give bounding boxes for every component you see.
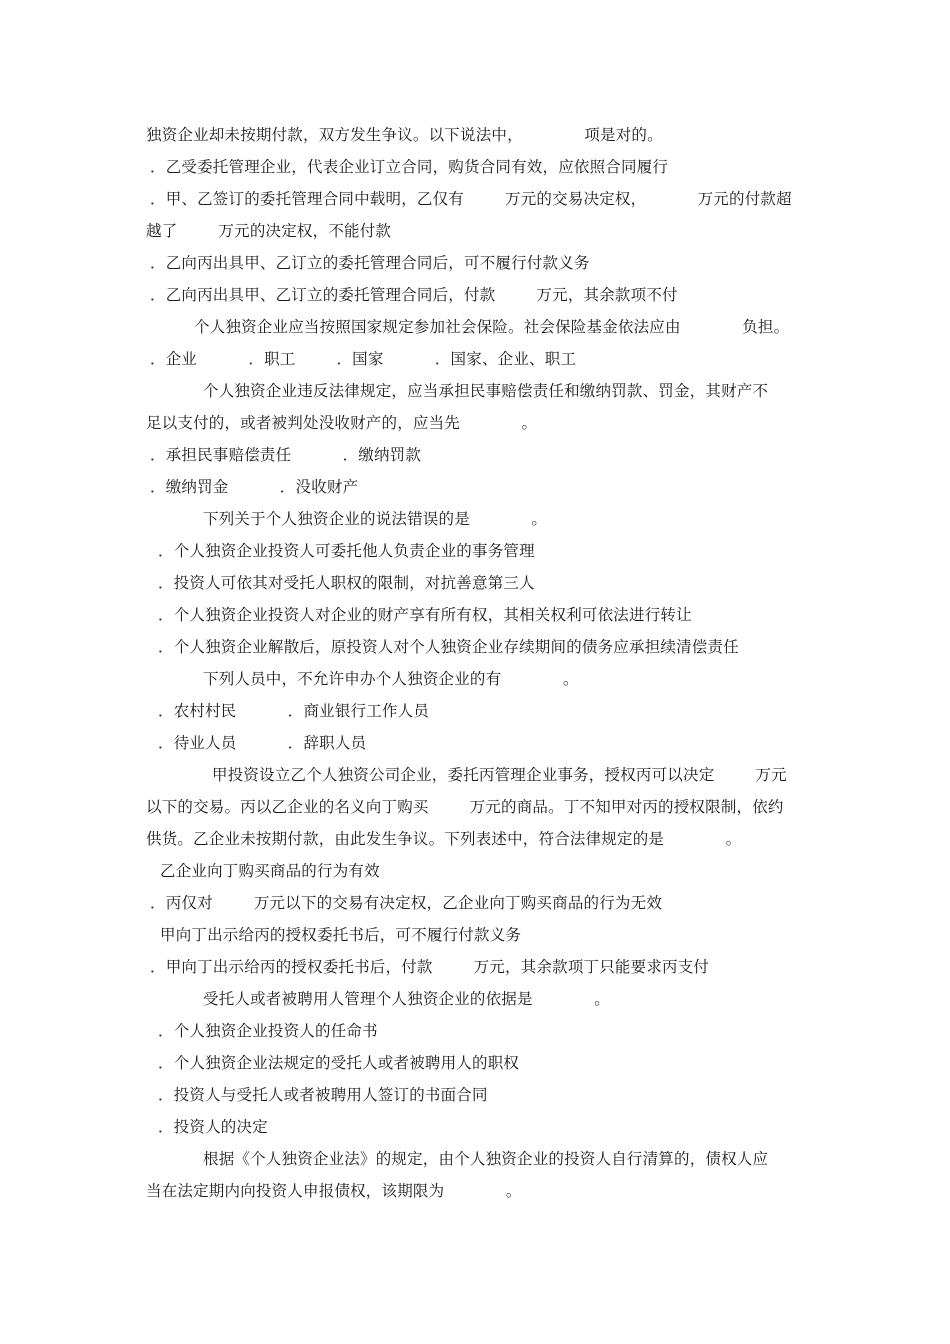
answer-option: ．乙向丙出具甲、乙订立的委托管理合同后，付款 万元，其余款项不付	[150, 286, 678, 304]
answer-option: ．待业人员 ．辞职人员	[158, 734, 367, 752]
answer-option: ．乙向丙出具甲、乙订立的委托管理合同后，可不履行付款义务	[150, 254, 590, 272]
answer-option: ．投资人的决定	[158, 1118, 268, 1136]
text-line: 以下的交易。丙以乙企业的名义向丁购买 万元的商品。丁不知甲对丙的授权限制，依约	[146, 798, 784, 816]
answer-option: ．甲、乙签订的委托管理合同中载明，乙仅有 万元的交易决定权， 万元的付款超	[150, 190, 792, 208]
question-stem: 根据《个人独资企业法》的规定，由个人独资企业的投资人自行清算的，债权人应	[203, 1150, 769, 1168]
answer-option: ．农村村民 ．商业银行工作人员	[158, 702, 430, 720]
answer-option: ．投资人与受托人或者被聘用人签订的书面合同	[158, 1086, 488, 1104]
text-line: 越了 万元的决定权，不能付款	[146, 222, 392, 240]
question-stem: 甲投资设立乙个人独资公司企业，委托丙管理企业事务，授权丙可以决定 万元	[212, 766, 787, 784]
answer-option: ．个人独资企业法规定的受托人或者被聘用人的职权	[158, 1054, 520, 1072]
answer-option: ．企业 ．职工 ．国家 ．国家、企业、职工	[150, 350, 577, 368]
question-stem: 下列人员中，不允许申办个人独资企业的有 。	[203, 670, 579, 688]
answer-option: ．甲向丁出示给丙的授权委托书后，付款 万元，其余款项丁只能要求丙支付	[150, 958, 710, 976]
answer-option: 乙企业向丁购买商品的行为有效	[160, 862, 380, 880]
answer-option: ．丙仅对 万元以下的交易有决定权，乙企业向丁购买商品的行为无效	[150, 894, 663, 912]
question-stem: 个人独资企业违反法律规定，应当承担民事赔偿责任和缴纳罚款、罚金，其财产不	[203, 382, 769, 400]
answer-option: ．个人独资企业投资人对企业的财产享有所有权，其相关权利可依法进行转让	[158, 606, 692, 624]
text-line: 供货。乙企业未按期付款，由此发生争议。下列表述中，符合法律规定的是 。	[146, 830, 742, 848]
text-line: 足以支付的，或者被判处没收财产的，应当先 。	[146, 414, 538, 432]
question-stem: 受托人或者被聘用人管理个人独资企业的依据是 。	[203, 990, 610, 1008]
answer-option: ．投资人可依其对受托人职权的限制，对抗善意第三人	[158, 574, 535, 592]
answer-option: ．个人独资企业投资人的任命书	[158, 1022, 378, 1040]
answer-option: ．缴纳罚金 ．没收财产	[150, 478, 359, 496]
answer-option: ．个人独资企业投资人可委托他人负责企业的事务管理	[158, 542, 535, 560]
text-line: 独资企业却未按期付款，双方发生争议。以下说法中， 项是对的。	[146, 126, 663, 144]
answer-option: ．个人独资企业解散后，原投资人对个人独资企业存续期间的债务应承担续清偿责任	[158, 638, 739, 656]
answer-option: ．乙受委托管理企业，代表企业订立合同，购货合同有效，应依照合同履行	[150, 158, 669, 176]
question-stem: 个人独资企业应当按照国家规定参加社会保险。社会保险基金依法应由 负担。	[194, 318, 790, 336]
answer-option: 甲向丁出示给丙的授权委托书后，可不履行付款义务	[160, 926, 522, 944]
answer-option: ．承担民事赔偿责任 ．缴纳罚款	[150, 446, 422, 464]
question-stem: 下列关于个人独资企业的说法错误的是 。	[203, 510, 548, 528]
text-line: 当在法定期内向投资人申报债权，该期限为 。	[146, 1182, 522, 1200]
